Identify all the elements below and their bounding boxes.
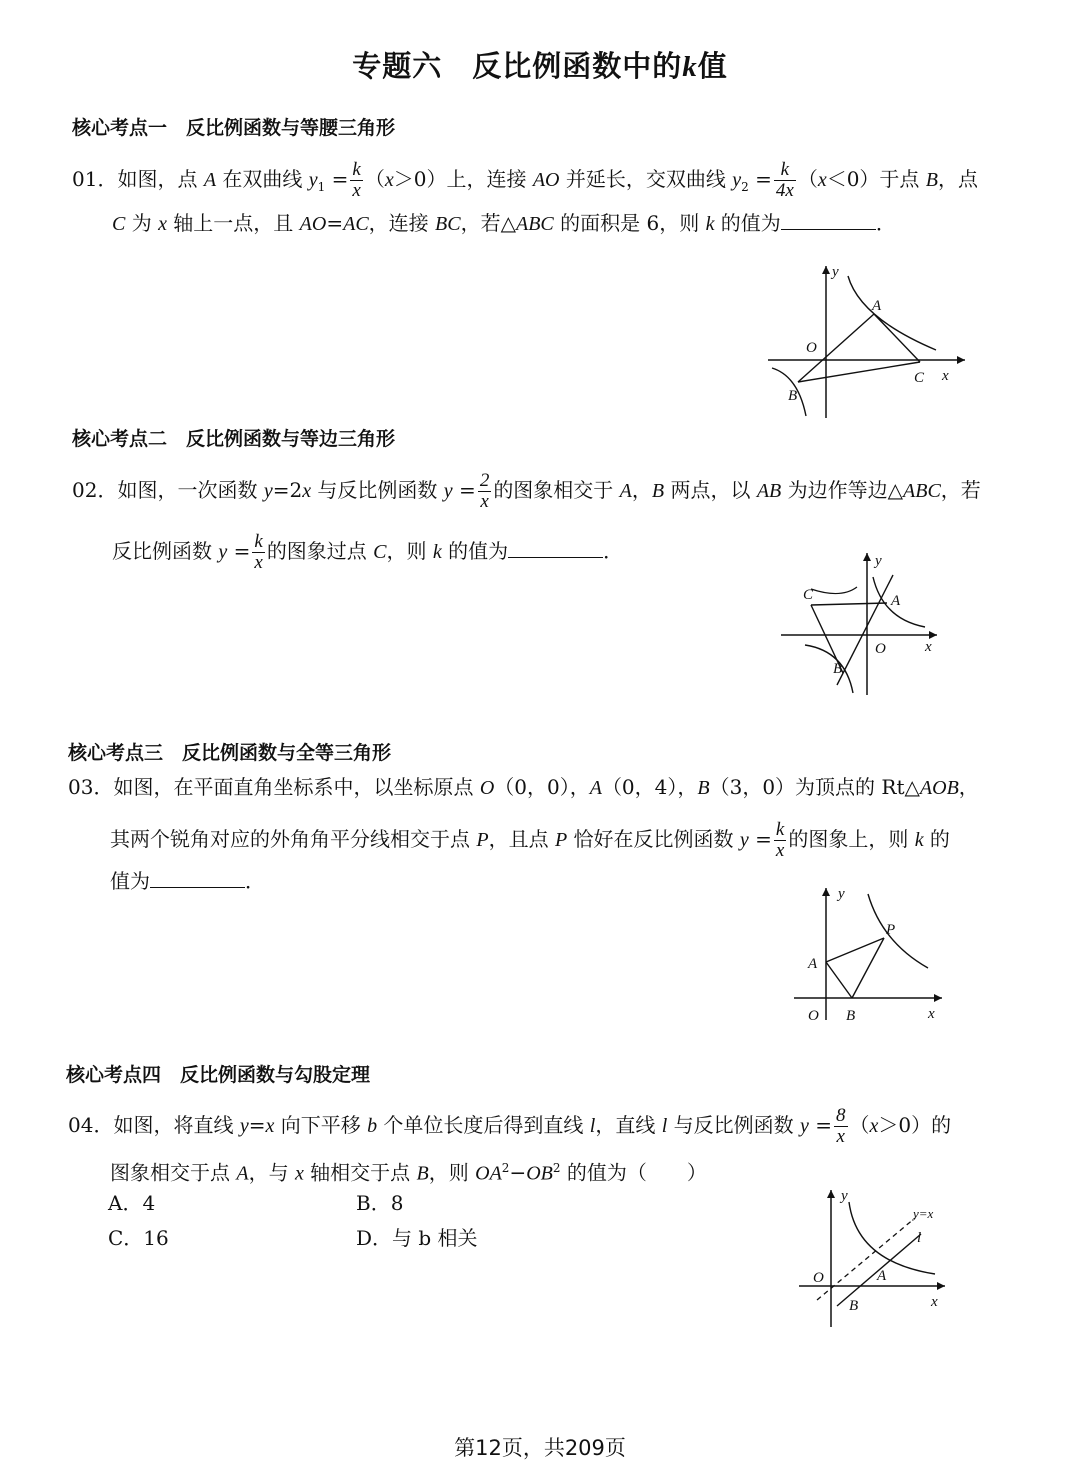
section-heading-2: 核心考点二 反比例函数与等边三角形 xyxy=(72,428,396,450)
figure-q2 xyxy=(775,545,945,700)
fig2-label-x: x xyxy=(925,639,932,655)
fig3-label-B: B xyxy=(846,1008,856,1024)
fig1-label-B: B xyxy=(788,388,798,404)
fig4-label-l: l xyxy=(917,1230,922,1246)
fig3-label-O: O xyxy=(808,1008,819,1024)
fig1-label-A: A xyxy=(872,298,882,314)
section-heading-3: 核心考点三 反比例函数与全等三角形 xyxy=(68,742,392,764)
question-4-line-1: 04．如图，将直线 y=x 向下平移 b 个单位长度后得到直线 l，直线 l 与反比例函数 y = $\frac{8}{x}$ （x＞0）的 xyxy=(68,1105,952,1147)
fig2-label-C: C xyxy=(803,587,814,603)
option-a[interactable]: A．4 xyxy=(108,1191,156,1215)
fig4-label-B: B xyxy=(849,1298,859,1314)
fig1-label-C: C xyxy=(914,370,925,386)
fig3-label-x: x xyxy=(928,1006,935,1022)
fig1-label-x: x xyxy=(942,368,949,384)
question-3-line-1: 03．如图，在平面直角坐标系中，以坐标原点 O（0，0），A（0，4），B（3，0）为顶点的 Rt△AOB， xyxy=(68,775,979,799)
question-2-line-2: 反比例函数 y = $\frac{k}{x}$ 的图象过点 C，则 k 的值为 ． xyxy=(112,531,624,573)
fig1-label-O: O xyxy=(806,340,817,356)
option-b[interactable]: B．8 xyxy=(356,1191,404,1215)
fig2-label-A: A xyxy=(891,593,901,609)
page-title: 专题六 反比例函数中的k值 xyxy=(352,49,728,83)
fig3-label-P: P xyxy=(886,922,896,938)
fig2-label-B: B xyxy=(833,661,843,677)
question-3-line-3: 值为 ． xyxy=(110,869,265,893)
page-number: 第12页，共209页 xyxy=(454,1436,626,1460)
answer-blank-1[interactable] xyxy=(781,211,876,230)
fig2-label-y: y xyxy=(875,553,882,569)
fig3-label-A: A xyxy=(808,956,818,972)
fig4-label-x: x xyxy=(931,1294,938,1310)
question-4-line-2: 图象相交于点 A，与 x 轴相交于点 B，则 $OA^2-OB^2$ 的值为（ ） xyxy=(110,1160,707,1185)
section-heading-4: 核心考点四 反比例函数与勾股定理 xyxy=(66,1064,371,1086)
option-d[interactable]: D．与 b 相关 xyxy=(356,1226,478,1250)
question-2-line-1: 02．如图，一次函数 y=2x 与反比例函数 y = $\frac{2}{x}$ 的图象相交于 A，B 两点，以 AB 为边作等边△ABC，若 xyxy=(72,470,981,512)
fig3-label-y: y xyxy=(838,886,845,902)
fig2-label-O: O xyxy=(875,641,886,657)
fig4-label-y: y xyxy=(841,1188,848,1204)
figure-q3 xyxy=(790,880,950,1025)
fig4-label-O: O xyxy=(813,1270,824,1286)
fig4-label-yx: y=x xyxy=(913,1206,934,1221)
fig4-label-A: A xyxy=(877,1268,887,1284)
figure-q1 xyxy=(760,258,970,428)
fig1-label-y: y xyxy=(832,264,839,280)
answer-blank-3[interactable] xyxy=(150,869,245,888)
question-1-line-1: 01．如图，点 A 在双曲线 $y_1$ = $\frac{k}{x}$ （x＞0）上，连接 AO 并延长，交双曲线 $y_2$ = $\frac{k}{4x}$ （x＜0）于点 B，点 xyxy=(72,159,979,201)
question-3-line-2: 其两个锐角对应的外角角平分线相交于点 P，且点 P 恰好在反比例函数 y = $\frac{k}{x}$ 的图象上，则 k 的 xyxy=(110,819,950,861)
question-1-line-2: C 为 x 轴上一点，且 AO=AC，连接 BC，若△ABC 的面积是 6，则 k 的值为 ． xyxy=(112,211,896,235)
answer-blank-2[interactable] xyxy=(508,539,603,558)
section-heading-1: 核心考点一 反比例函数与等腰三角形 xyxy=(72,117,396,139)
figure-q4 xyxy=(795,1182,955,1332)
option-c[interactable]: C．16 xyxy=(108,1226,169,1250)
